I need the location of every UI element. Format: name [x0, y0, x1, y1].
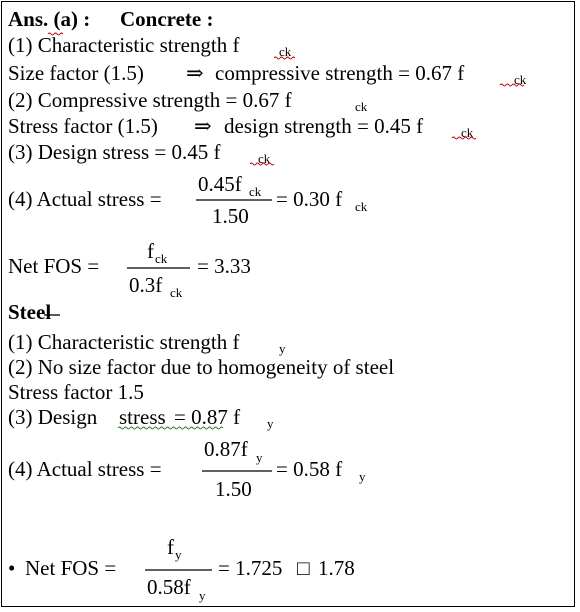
concrete-line-1: (1) Characteristic strength f [8, 33, 240, 57]
answer-box [1, 1, 575, 607]
concrete-line-2-sub: ck [514, 72, 527, 87]
concrete-actual-result: = 0.30 f [276, 187, 343, 211]
concrete-actual-result-sub: ck [355, 199, 368, 214]
concrete-actual-numerator: 0.45f [198, 172, 242, 196]
concrete-line-5-sub: ck [258, 151, 271, 166]
concrete-actual-numerator-sub: ck [249, 184, 262, 199]
steel-line-2: (2) No size factor due to homogeneity of steel [8, 355, 395, 379]
concrete-fos-numerator-sub: ck [155, 251, 168, 266]
steel-actual-numerator-sub: y [256, 450, 263, 465]
steel-fos-label: Net FOS = [25, 556, 117, 580]
steel-line-1: (1) Characteristic strength f [8, 330, 240, 354]
steel-line-4-a: (3) Design [8, 405, 98, 429]
concrete-line-2-rest: compressive strength = 0.67 f [215, 61, 465, 85]
steel-fos-numerator-sub: y [175, 547, 182, 562]
concrete-heading: Concrete : [120, 7, 214, 31]
concrete-fos-denominator-sub: ck [170, 285, 183, 300]
steel-heading: Steel [8, 300, 52, 324]
concrete-line-2-label: Size factor (1.5) [8, 61, 144, 85]
steel-actual-result: = 0.58 f [276, 457, 343, 481]
steel-fos-result: = 1.725 [218, 556, 283, 580]
concrete-fos-denominator: 0.3f [129, 273, 163, 297]
concrete-line-5: (3) Design stress = 0.45 f [8, 140, 221, 164]
concrete-line-3-sub: ck [355, 99, 368, 114]
concrete-fos-label: Net FOS = [8, 254, 100, 278]
concrete-line-3: (2) Compressive strength = 0.67 f [8, 88, 292, 112]
missing-glyph-box-icon: □ [297, 556, 310, 580]
concrete-fos-result: = 3.33 [197, 254, 251, 278]
steel-fos-denominator-sub: y [199, 588, 206, 603]
concrete-line-4-sub: ck [461, 125, 474, 140]
steel-fos-final: 1.78 [318, 556, 355, 580]
answer-label: Ans. (a) : [8, 7, 91, 31]
bullet-icon: • [8, 556, 16, 580]
concrete-line-4-label: Stress factor (1.5) [8, 114, 158, 138]
steel-line-4-b: stress [119, 405, 166, 429]
concrete-line-4-rest: design strength = 0.45 f [224, 114, 424, 138]
concrete-actual-stress-label: (4) Actual stress = [8, 187, 162, 211]
steel-line-4-sub: y [267, 416, 274, 431]
steel-actual-numerator: 0.87f [204, 437, 248, 461]
concrete-actual-denominator: 1.50 [212, 204, 249, 228]
steel-fos-denominator: 0.58f [147, 575, 191, 599]
steel-fos-numerator: f [167, 535, 174, 559]
steel-line-1-sub: y [279, 341, 286, 356]
concrete-fos-numerator: f [147, 239, 154, 263]
steel-actual-result-sub: y [359, 469, 366, 484]
steel-line-4-c: = 0.87 f [174, 405, 241, 429]
concrete-line-1-sub: ck [279, 44, 292, 59]
implies-arrow-icon: ⇒ [186, 61, 204, 85]
steel-actual-stress-label: (4) Actual stress = [8, 457, 162, 481]
implies-arrow-icon: ⇒ [194, 114, 212, 138]
steel-line-3: Stress factor 1.5 [8, 380, 144, 404]
steel-actual-denominator: 1.50 [215, 477, 252, 501]
